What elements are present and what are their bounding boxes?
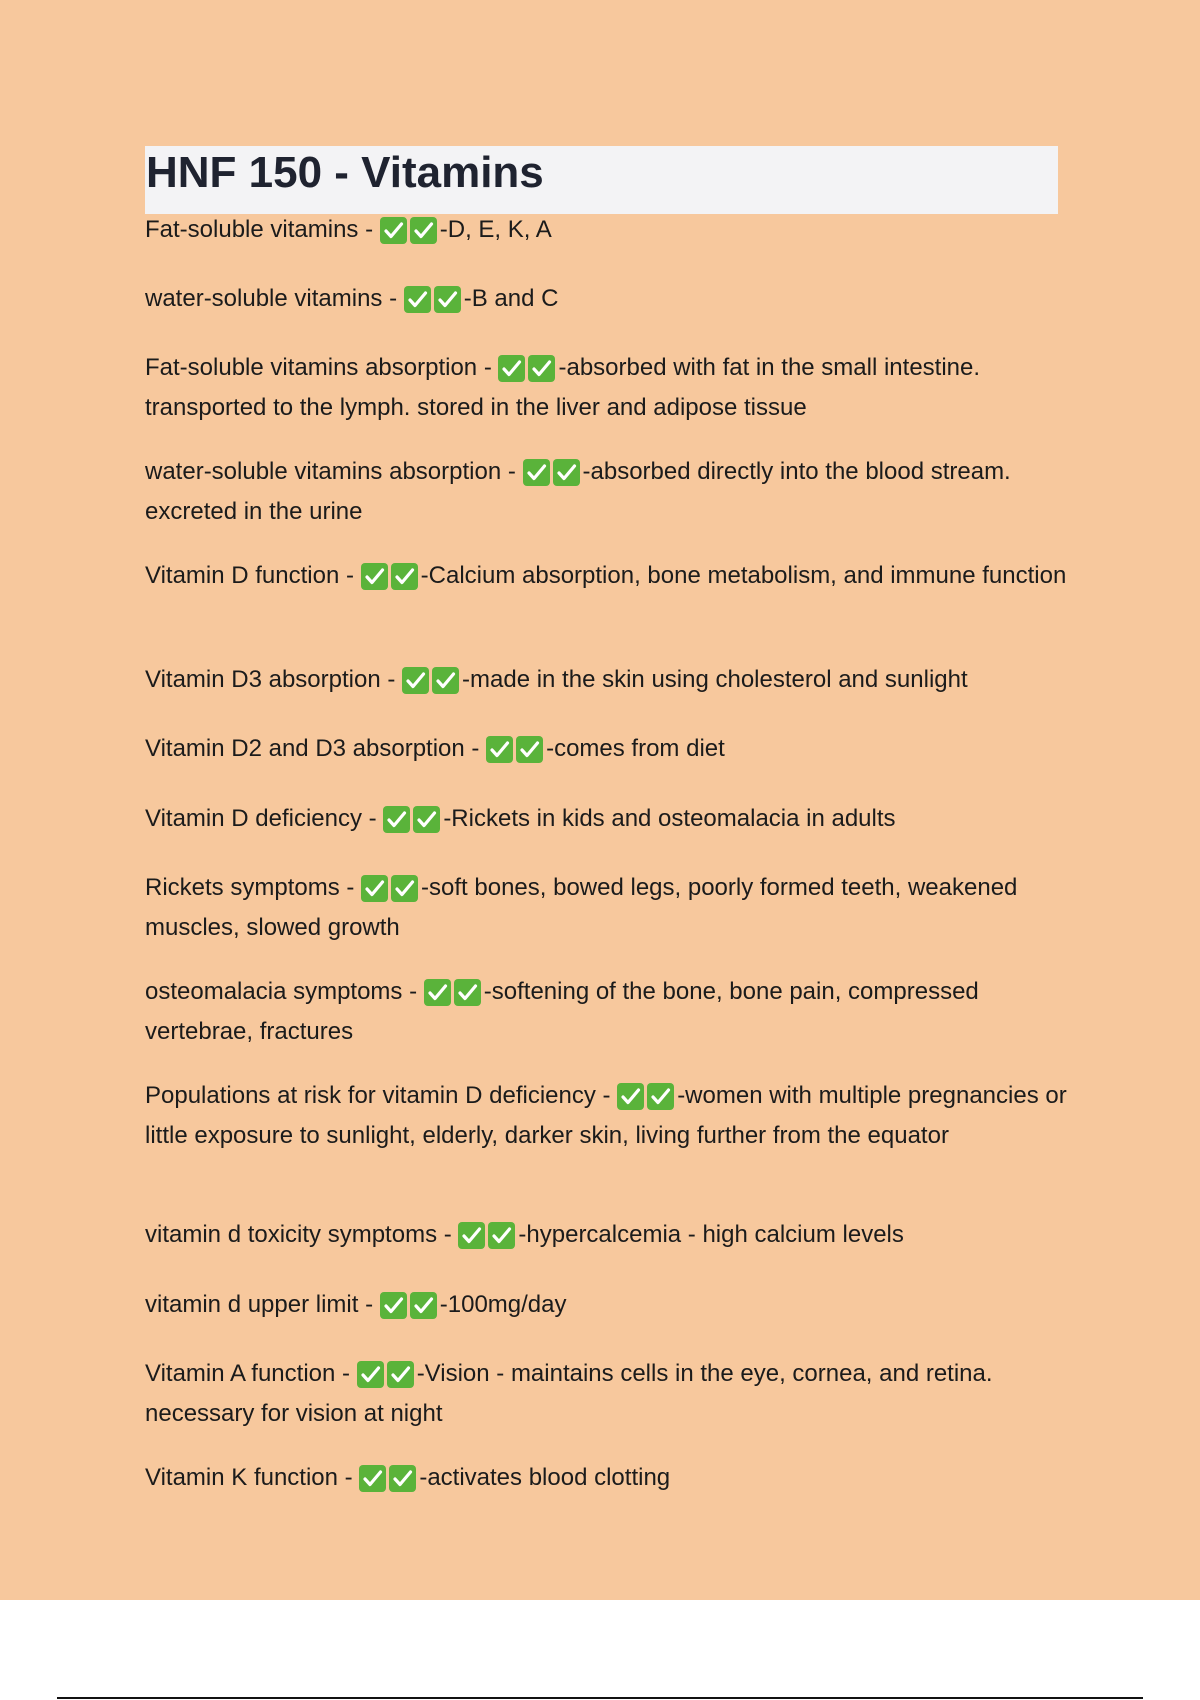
check-mark-icon	[498, 355, 525, 382]
entry-definition: -activates blood clotting	[419, 1464, 671, 1491]
flashcard-entry	[145, 974, 1075, 1049]
entry-term: Fat-soluble vitamins	[145, 216, 359, 243]
entry-term: Rickets symptoms	[145, 874, 340, 901]
entry-separator: -	[501, 458, 523, 485]
check-mark-icon	[410, 217, 437, 244]
check-mark-icon	[380, 1292, 407, 1319]
entry-definition: -Rickets in kids and osteomalacia in adults	[443, 805, 896, 832]
check-mark-icon	[454, 979, 481, 1006]
entry-separator: -	[595, 1082, 618, 1109]
flashcard-entry	[145, 1217, 1075, 1257]
check-pair	[361, 875, 421, 910]
check-pair	[486, 736, 546, 771]
check-mark-icon	[361, 875, 388, 902]
check-mark-icon	[617, 1083, 644, 1110]
check-mark-icon	[410, 1292, 437, 1319]
check-mark-icon	[424, 979, 451, 1006]
check-mark-icon	[404, 286, 431, 313]
entry-separator: -	[358, 1291, 380, 1318]
check-mark-icon	[553, 459, 580, 486]
entry-term: vitamin d toxicity symptoms	[145, 1221, 438, 1248]
flashcard-entry	[145, 281, 1075, 321]
check-mark-icon	[391, 563, 418, 590]
check-mark-icon	[528, 355, 555, 382]
check-mark-icon	[488, 1222, 515, 1249]
entry-definition: -Vision - maintains cells in the eye, cornea, and retina. necessary for vision at night	[145, 1360, 993, 1427]
check-pair	[523, 459, 583, 494]
check-pair	[404, 286, 464, 321]
flashcard-entry	[145, 212, 1075, 252]
check-mark-icon	[357, 1361, 384, 1388]
flashcard-entry	[145, 1078, 1075, 1153]
entry-definition: -absorbed with fat in the small intestine. transported to the lymph. stored in the liver and adipose tissue	[145, 354, 981, 421]
entry-separator: -	[358, 216, 380, 243]
entry-term: vitamin d upper limit	[145, 1291, 359, 1318]
entry-separator: -	[464, 735, 487, 762]
entry-definition: -B and C	[463, 285, 559, 312]
entry-term: Vitamin A function	[145, 1360, 336, 1387]
check-pair	[498, 355, 558, 390]
entry-definition: -softening of the bone, bone pain, compressed vertebrae, fractures	[145, 978, 979, 1045]
entry-definition: -hypercalcemia - high calcium levels	[518, 1221, 904, 1248]
check-pair	[359, 1465, 419, 1500]
entry-term: Populations at risk for vitamin D deficiency	[145, 1082, 596, 1109]
entry-term: Vitamin D function	[145, 562, 340, 589]
entry-term: Fat-soluble vitamins absorption	[145, 354, 478, 381]
entry-separator: -	[339, 874, 362, 901]
check-pair	[380, 217, 440, 252]
entry-definition: -women with multiple pregnancies or little exposure to sunlight, elderly, darker skin, living further from the equator	[145, 1082, 1067, 1149]
footer-rule	[57, 1697, 1143, 1699]
check-mark-icon	[387, 1361, 414, 1388]
check-mark-icon	[391, 875, 418, 902]
check-pair	[380, 1292, 440, 1327]
check-pair	[361, 563, 421, 598]
check-mark-icon	[486, 736, 513, 763]
entry-term: Vitamin D2 and D3 absorption	[145, 735, 465, 762]
check-pair	[402, 667, 462, 702]
document-title: HNF 150 - Vitamins	[146, 148, 544, 197]
entry-term: Vitamin D deficiency	[145, 805, 362, 832]
check-mark-icon	[458, 1222, 485, 1249]
check-mark-icon	[380, 217, 407, 244]
entry-separator: -	[335, 1360, 357, 1387]
check-mark-icon	[413, 806, 440, 833]
entry-separator: -	[338, 1464, 360, 1491]
entry-definition: -Calcium absorption, bone metabolism, and immune function	[420, 562, 1067, 589]
entry-definition: -D, E, K, A	[439, 216, 552, 243]
check-pair	[458, 1222, 518, 1257]
entry-term: water-soluble vitamins	[145, 285, 383, 312]
entry-term: Vitamin D3 absorption	[145, 666, 381, 693]
flashcard-entry	[145, 662, 1075, 702]
entry-term: Vitamin K function	[145, 1464, 338, 1491]
check-pair	[383, 806, 443, 841]
entry-definition: -absorbed directly into the blood stream. excreted in the urine	[145, 458, 1011, 525]
entry-definition: -100mg/day	[439, 1291, 567, 1318]
entry-separator: -	[437, 1221, 459, 1248]
check-mark-icon	[361, 563, 388, 590]
flashcard-entry	[145, 1356, 1075, 1431]
flashcard-entry	[145, 1460, 1075, 1500]
check-mark-icon	[523, 459, 550, 486]
check-mark-icon	[402, 667, 429, 694]
entry-separator: -	[361, 805, 384, 832]
check-mark-icon	[383, 806, 410, 833]
check-mark-icon	[389, 1465, 416, 1492]
entry-definition: -comes from diet	[546, 735, 725, 762]
flashcard-entry	[145, 1287, 1075, 1327]
flashcard-entry	[145, 801, 1075, 841]
flashcard-entry	[145, 731, 1075, 771]
check-pair	[357, 1361, 417, 1396]
check-mark-icon	[434, 286, 461, 313]
entry-separator: -	[402, 978, 424, 1005]
entry-separator: -	[380, 666, 403, 693]
check-mark-icon	[516, 736, 543, 763]
check-mark-icon	[647, 1083, 674, 1110]
check-pair	[617, 1083, 677, 1118]
check-pair	[424, 979, 484, 1014]
entry-definition: -made in the skin using cholesterol and sunlight	[462, 666, 968, 693]
flashcard-entry	[145, 454, 1075, 529]
entry-term: osteomalacia symptoms	[145, 978, 403, 1005]
entry-separator: -	[339, 562, 361, 589]
entry-separator: -	[382, 285, 404, 312]
entry-separator: -	[477, 354, 499, 381]
entry-term: water-soluble vitamins absorption	[145, 458, 502, 485]
flashcard-entry	[145, 558, 1075, 598]
check-mark-icon	[432, 667, 459, 694]
flashcard-entry	[145, 350, 1075, 425]
flashcard-entry	[145, 870, 1075, 945]
entry-definition: -soft bones, bowed legs, poorly formed teeth, weakened muscles, slowed growth	[145, 874, 1018, 941]
check-mark-icon	[359, 1465, 386, 1492]
